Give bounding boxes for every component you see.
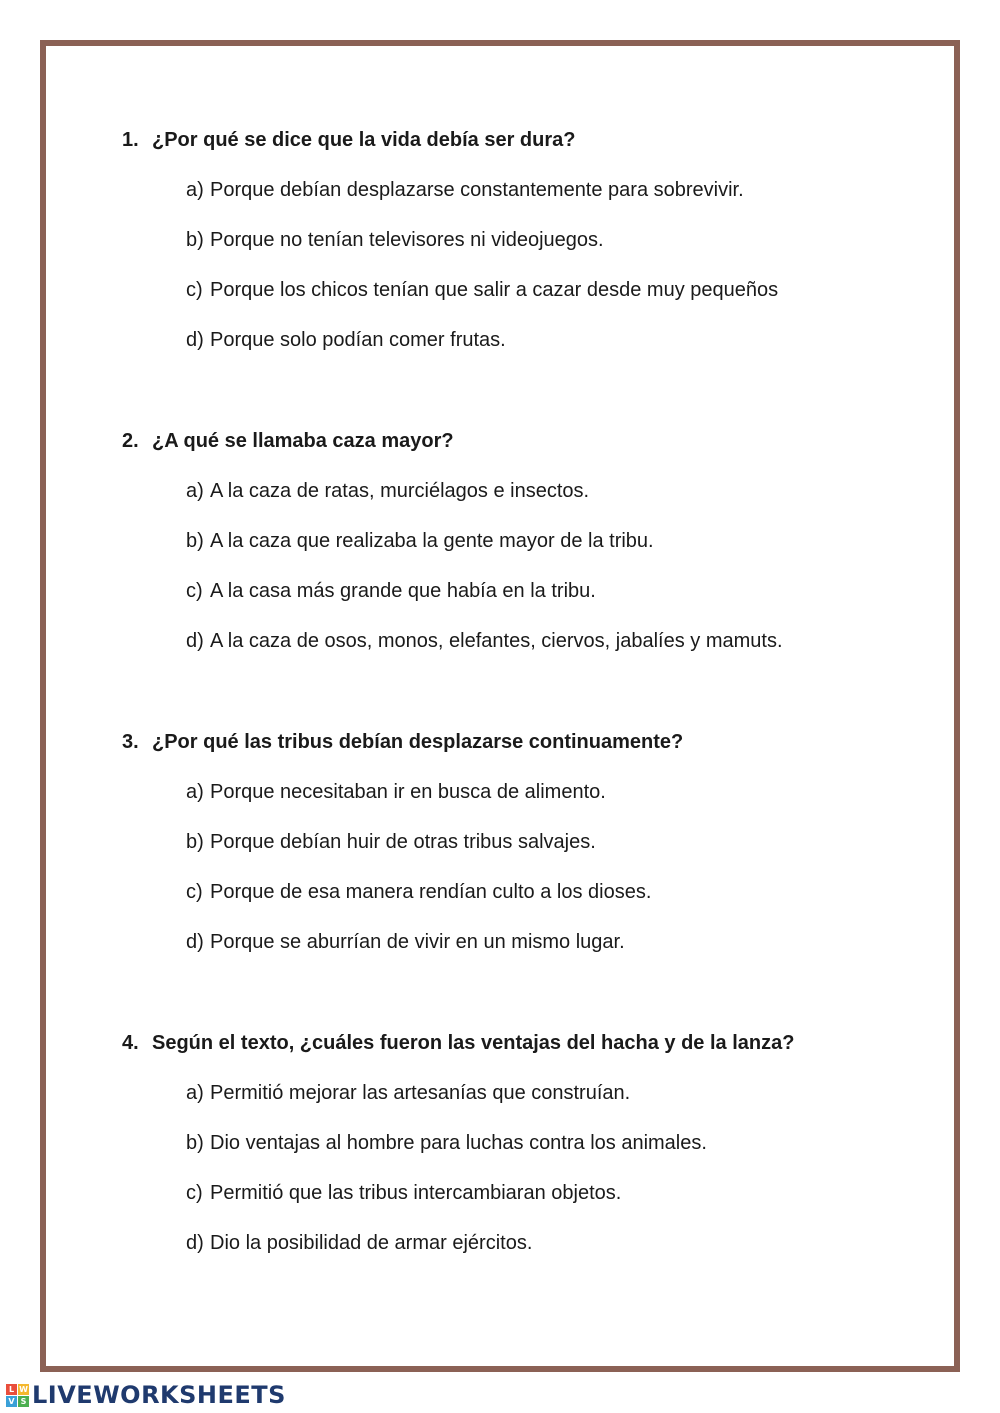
option-text: A la caza de ratas, murciélagos e insectos. [210, 480, 590, 502]
question-title [122, 730, 683, 754]
option-text: Dio la posibilidad de armar ejércitos. [210, 1232, 533, 1254]
option-letter: d) [186, 931, 204, 953]
option-c [186, 1181, 621, 1205]
option-text: Permitió mejorar las artesanías que construían. [210, 1082, 631, 1104]
logo-cell: S [18, 1396, 29, 1407]
option-d [186, 1231, 532, 1255]
option-letter: d) [186, 329, 204, 351]
option-c [186, 278, 778, 302]
option-text: Porque los chicos tenían que salir a cazar desde muy pequeños [210, 279, 779, 301]
option-letter: d) [186, 1232, 204, 1254]
option-b [186, 830, 596, 854]
worksheet-frame [40, 40, 960, 1372]
option-letter: a) [186, 179, 204, 201]
logo-mark-icon [6, 1384, 29, 1407]
option-text: A la casa más grande que había en la tribu. [210, 580, 596, 602]
option-text: Permitió que las tribus intercambiaran objetos. [210, 1182, 622, 1204]
liveworksheets-logo[interactable] [6, 1380, 286, 1410]
option-b [186, 529, 654, 553]
option-text: Porque debían huir de otras tribus salvajes. [210, 831, 596, 853]
option-text: Porque de esa manera rendían culto a los dioses. [210, 881, 652, 903]
option-d [186, 328, 506, 352]
option-text: Dio ventajas al hombre para luchas contra los animales. [210, 1132, 707, 1154]
logo-brand-text: LIVEWORKSHEETS [32, 1381, 286, 1409]
option-letter: b) [186, 831, 204, 853]
option-letter: c) [186, 580, 203, 602]
option-letter: a) [186, 781, 204, 803]
question-title [122, 128, 575, 152]
option-text: Porque debían desplazarse constantemente para sobrevivir. [210, 179, 744, 201]
option-letter: c) [186, 279, 203, 301]
option-a [186, 178, 744, 202]
option-c [186, 880, 651, 904]
option-letter: a) [186, 1082, 204, 1104]
option-letter: b) [186, 1132, 204, 1154]
option-a [186, 1081, 630, 1105]
option-letter: b) [186, 530, 204, 552]
option-c [186, 579, 596, 603]
option-letter: d) [186, 630, 204, 652]
option-text: Porque se aburrían de vivir en un mismo lugar. [210, 931, 625, 953]
option-d [186, 629, 783, 653]
option-letter: c) [186, 881, 203, 903]
option-b [186, 228, 604, 252]
option-text: A la caza de osos, monos, elefantes, ciervos, jabalíes y mamuts. [210, 630, 783, 652]
question-text: ¿A qué se llamaba caza mayor? [152, 430, 454, 452]
question-number: 4. [122, 1032, 139, 1054]
question-number: 3. [122, 731, 139, 753]
option-a [186, 479, 589, 503]
logo-cell: V [6, 1396, 17, 1407]
option-text: A la caza que realizaba la gente mayor de la tribu. [210, 530, 654, 552]
option-letter: a) [186, 480, 204, 502]
question-text: ¿Por qué las tribus debían desplazarse continuamente? [152, 731, 684, 753]
question-number: 2. [122, 430, 139, 452]
option-a [186, 780, 606, 804]
question-number: 1. [122, 129, 139, 151]
option-b [186, 1131, 707, 1155]
question-title [122, 429, 454, 453]
question-text: Según el texto, ¿cuáles fueron las ventajas del hacha y de la lanza? [152, 1032, 795, 1054]
question-text: ¿Por qué se dice que la vida debía ser dura? [152, 129, 576, 151]
option-letter: b) [186, 229, 204, 251]
option-letter: c) [186, 1182, 203, 1204]
option-text: Porque necesitaban ir en busca de alimento. [210, 781, 606, 803]
logo-cell: W [19, 1384, 28, 1394]
option-d [186, 930, 625, 954]
option-text: Porque no tenían televisores ni videojuegos. [210, 229, 604, 251]
question-title [122, 1031, 794, 1055]
option-text: Porque solo podían comer frutas. [210, 329, 506, 351]
logo-cell: L [6, 1384, 17, 1395]
